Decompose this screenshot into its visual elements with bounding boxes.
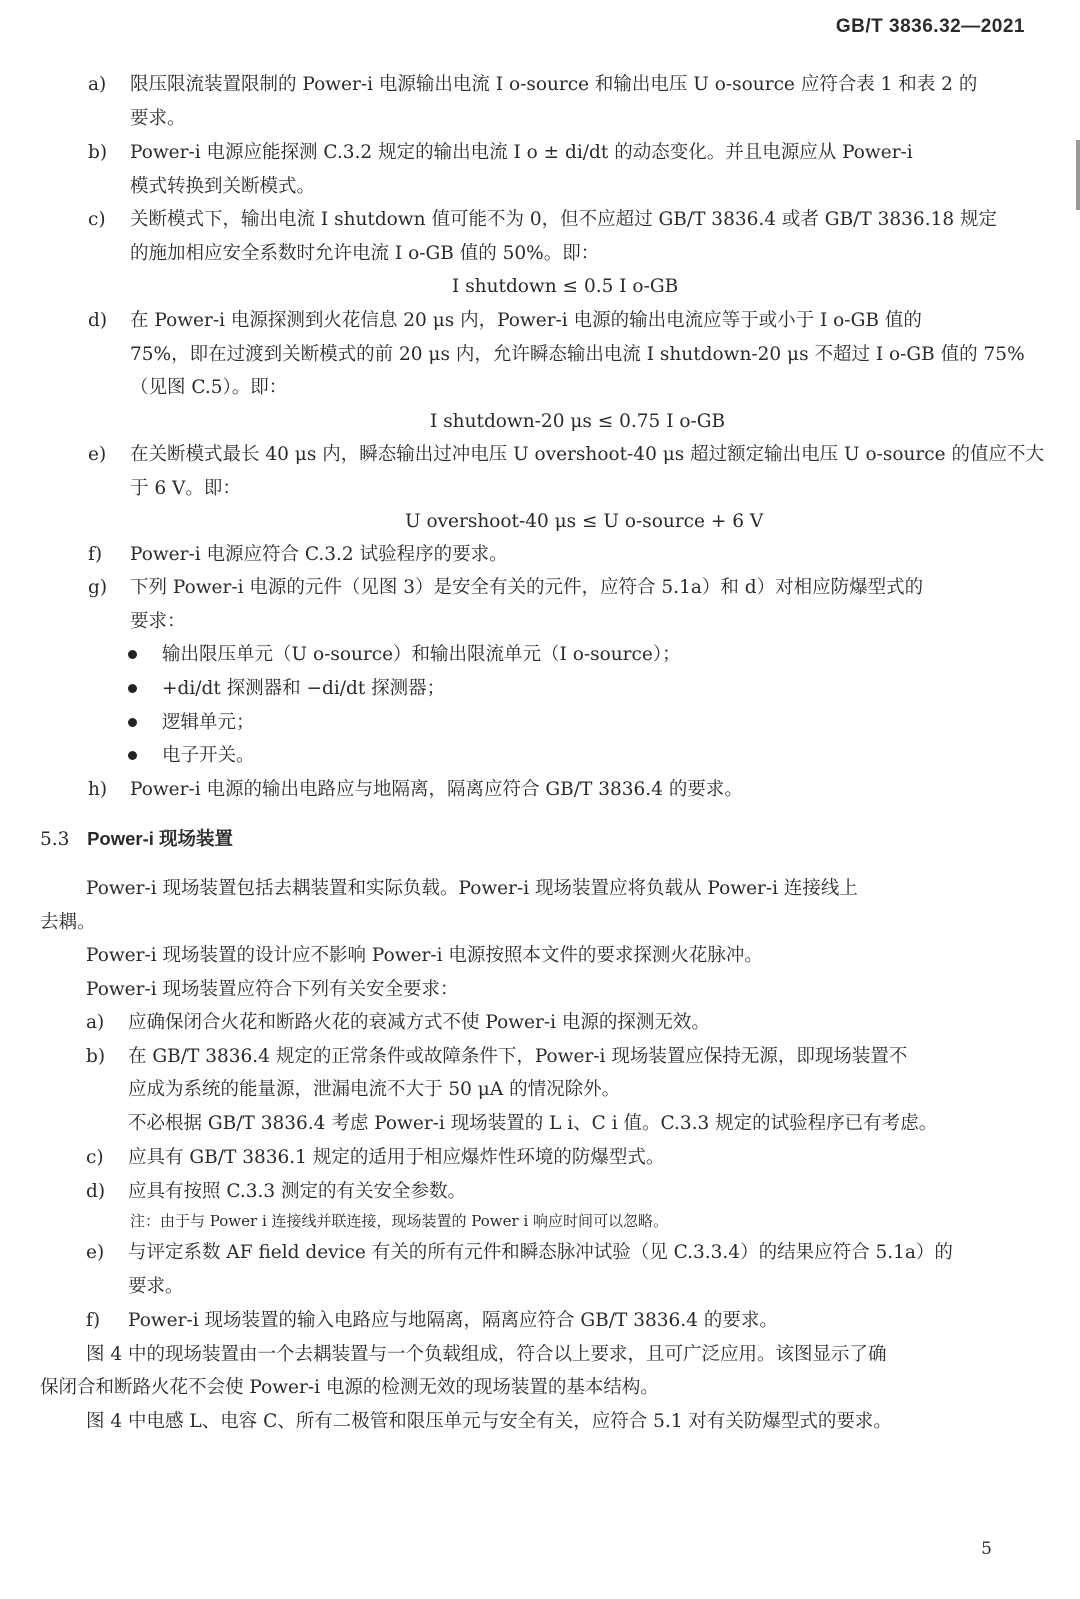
list-text: 75%，即在过渡到关断模式的前 20 μs 内，允许瞬态输出电流 I shutdown-20 μs 不超过 I o-GB 值的 75%	[130, 344, 1025, 365]
list-text: 于 6 V。即：	[130, 478, 241, 499]
list-text: 限压限流装置限制的 Power-i 电源输出电流 I o-source 和输出电压 U o-source 应符合表 1 和表 2 的	[130, 74, 978, 95]
bullet-text: +di/dt 探测器和 −di/dt 探测器；	[162, 678, 446, 699]
bullet-dot	[128, 650, 137, 659]
standard-code: GB/T 3836.32—2021	[835, 16, 1025, 37]
list-text: 在 GB/T 3836.4 规定的正常条件或故障条件下，Power-i 现场装置应保持无源，即现场装置不	[128, 1046, 908, 1067]
list-text: 在 Power-i 电源探测到火花信息 20 μs 内，Power-i 电源的输出电流应等于或小于 I o-GB 值的	[130, 310, 922, 331]
list-text: 应成为系统的能量源，泄漏电流不大于 50 μA 的情况除外。	[128, 1079, 621, 1100]
section-heading	[40, 826, 233, 853]
list-text: 要求。	[128, 1276, 184, 1297]
list-text: Power-i 电源应能探测 C.3.2 规定的输出电流 I o ± di/dt 的动态变化。并且电源应从 Power-i	[130, 142, 913, 163]
list-label: a)	[86, 1012, 105, 1033]
list-label: h)	[88, 779, 108, 800]
list-label: e)	[88, 444, 107, 465]
list-label: a)	[88, 74, 107, 95]
list-label: d)	[86, 1181, 106, 1202]
list-text: 模式转换到关断模式。	[130, 176, 316, 197]
section-number: 5.3	[40, 829, 70, 850]
bullet-dot	[128, 751, 137, 760]
list-text: 应具有按照 C.3.3 测定的有关安全参数。	[128, 1181, 467, 1202]
list-text: 下列 Power-i 电源的元件（见图 3）是安全有关的元件，应符合 5.1a）和 d）对相应防爆型式的	[130, 577, 924, 598]
bullet-dot	[128, 684, 137, 693]
list-text: 不必根据 GB/T 3836.4 考虑 Power-i 现场装置的 L i、C i 值。C.3.3 规定的试验程序已有考虑。	[128, 1113, 938, 1134]
paragraph: 图 4 中的现场装置由一个去耦装置与一个负载组成，符合以上要求，且可广泛应用。该图显示了确	[86, 1344, 887, 1365]
list-text: 要求：	[130, 611, 186, 632]
paragraph: Power-i 现场装置的设计应不影响 Power-i 电源按照本文件的要求探测火花脉冲。	[86, 945, 763, 966]
paragraph: 图 4 中电感 L、电容 C、所有二极管和限压单元与安全有关，应符合 5.1 对有关防爆型式的要求。	[86, 1411, 892, 1432]
formula: I shutdown-20 μs ≤ 0.75 I o-GB	[430, 411, 726, 432]
list-text: Power-i 现场装置的输入电路应与地隔离，隔离应符合 GB/T 3836.4 的要求。	[128, 1310, 778, 1331]
list-text: 与评定系数 AF field device 有关的所有元件和瞬态脉冲试验（见 C.3.3.4）的结果应符合 5.1a）的	[128, 1242, 953, 1263]
paragraph: Power-i 现场装置应符合下列有关安全要求：	[86, 979, 459, 1000]
list-text: 的施加相应安全系数时允许电流 I o-GB 值的 50%。即：	[130, 243, 600, 264]
paragraph: Power-i 现场装置包括去耦装置和实际负载。Power-i 现场装置应将负载从 Power-i 连接线上	[86, 878, 858, 899]
list-text: 关断模式下，输出电流 I shutdown 值可能不为 0，但不应超过 GB/T 3836.4 或者 GB/T 3836.18 规定	[130, 209, 998, 230]
scrollbar[interactable]	[1076, 140, 1080, 210]
list-label: f)	[88, 544, 103, 565]
list-label: f)	[86, 1310, 101, 1331]
list-label: c)	[88, 209, 106, 230]
list-text: 应确保闭合火花和断路火花的衰减方式不使 Power-i 电源的探测无效。	[128, 1012, 710, 1033]
list-label: c)	[86, 1147, 104, 1168]
note: 注：由于与 Power i 连接线并联连接，现场装置的 Power i 响应时间可以忽略。	[130, 1212, 669, 1230]
list-text: 在关断模式最长 40 μs 内，瞬态输出过冲电压 U overshoot-40 μs 超过额定输出电压 U o-source 的值应不大	[130, 444, 1044, 465]
paragraph: 保闭合和断路火花不会使 Power-i 电源的检测无效的现场装置的基本结构。	[40, 1377, 659, 1398]
list-text: 要求。	[130, 108, 186, 129]
list-label: g)	[88, 577, 108, 598]
bullet-dot	[128, 718, 137, 727]
formula: U overshoot-40 μs ≤ U o-source + 6 V	[405, 511, 764, 532]
list-label: b)	[88, 142, 108, 163]
list-label: b)	[86, 1046, 106, 1067]
bullet-text: 输出限压单元（U o-source）和输出限流单元（I o-source）；	[162, 644, 681, 665]
paragraph: 去耦。	[40, 912, 96, 933]
list-text: 应具有 GB/T 3836.1 规定的适用于相应爆炸性环境的防爆型式。	[128, 1147, 665, 1168]
list-label: d)	[88, 310, 108, 331]
list-label: e)	[86, 1242, 105, 1263]
page-number: 5	[981, 1539, 992, 1559]
formula: I shutdown ≤ 0.5 I o-GB	[452, 276, 679, 297]
bullet-text: 逻辑单元；	[162, 712, 255, 733]
list-text: （见图 C.5）。即：	[130, 377, 288, 398]
section-title: Power-i 现场装置	[87, 828, 234, 849]
list-text: Power-i 电源的输出电路应与地隔离，隔离应符合 GB/T 3836.4 的要求。	[130, 779, 743, 800]
bullet-text: 电子开关。	[162, 745, 255, 766]
list-text: Power-i 电源应符合 C.3.2 试验程序的要求。	[130, 544, 508, 565]
